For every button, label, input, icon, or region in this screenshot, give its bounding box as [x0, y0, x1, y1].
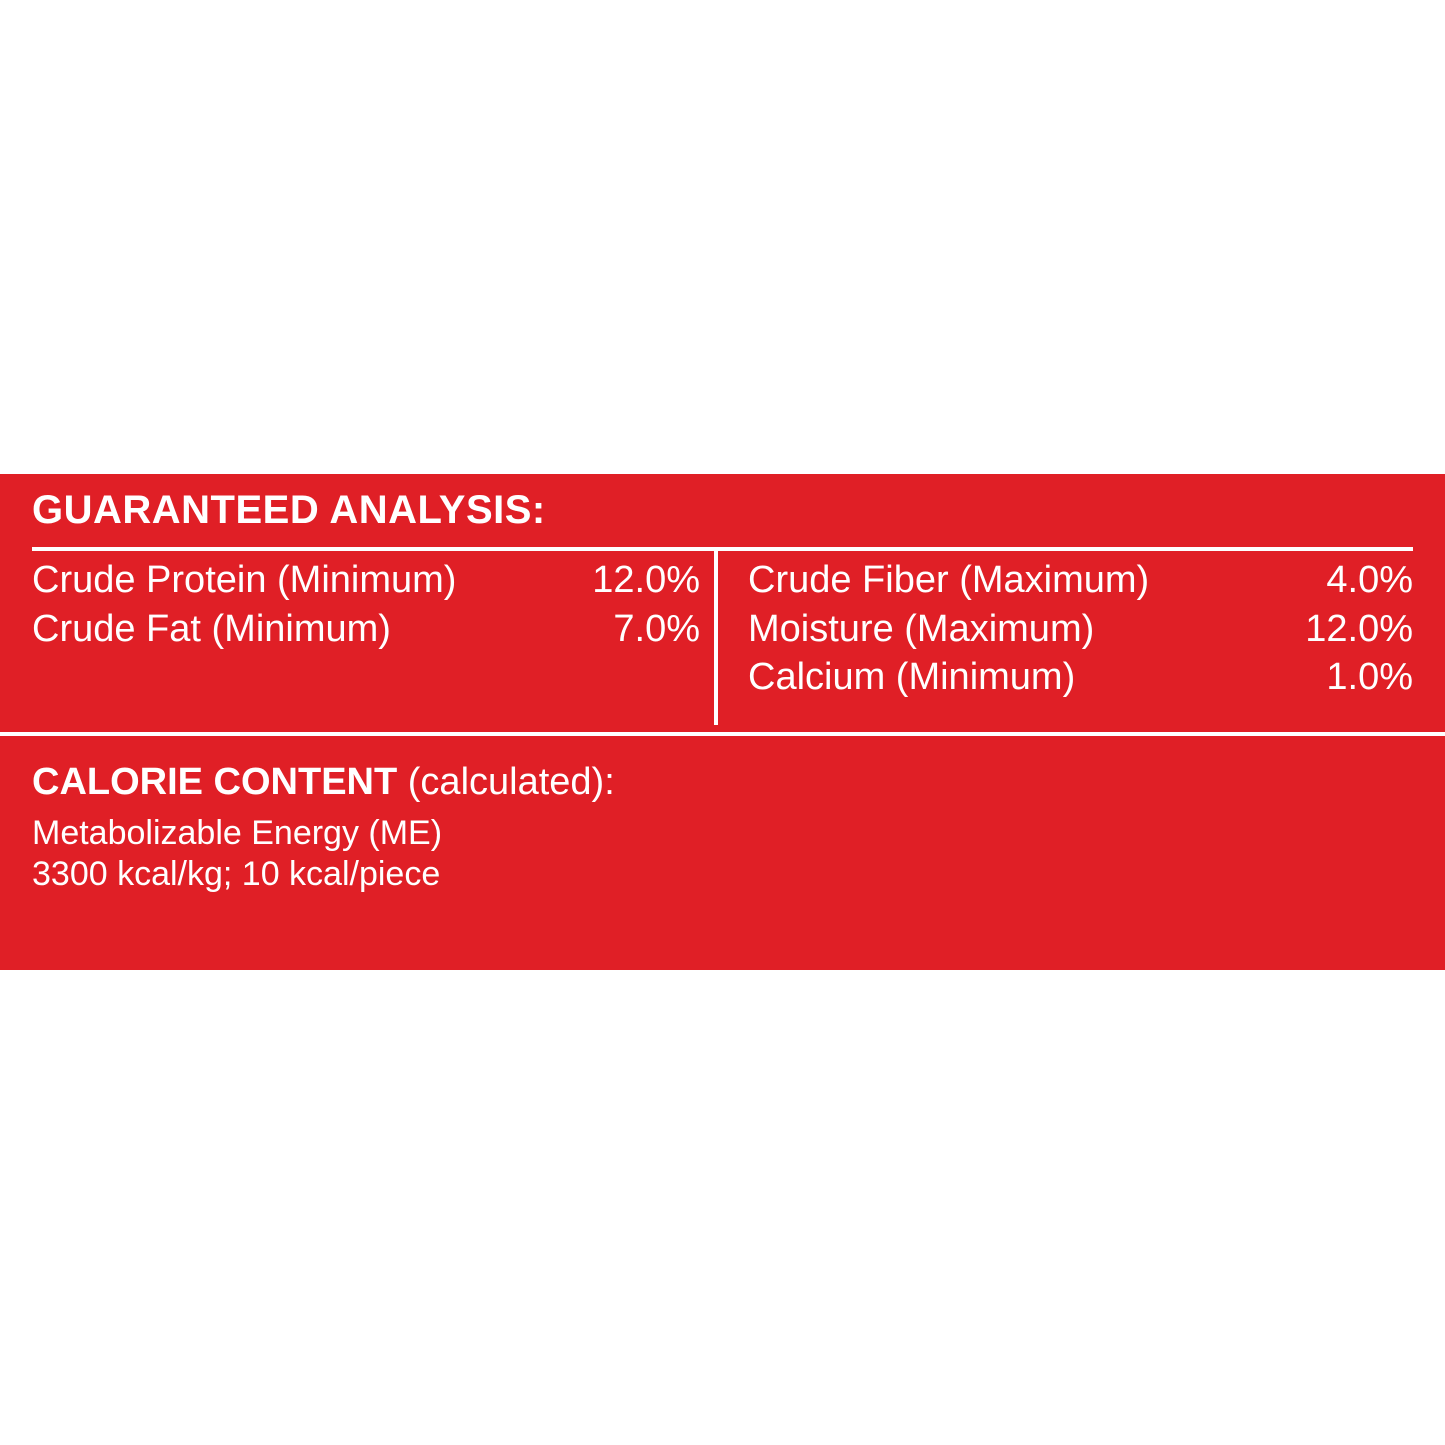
analysis-value: 12.0% — [1305, 607, 1413, 650]
analysis-row — [748, 653, 1413, 702]
guaranteed-analysis-left-column — [32, 556, 700, 653]
analysis-label: Crude Protein (Minimum) — [32, 559, 457, 601]
calorie-content-heading — [32, 761, 615, 804]
analysis-row — [748, 556, 1413, 605]
divider-vertical — [714, 547, 718, 725]
analysis-label: Calcium (Minimum) — [748, 656, 1076, 699]
analysis-value: 1.0% — [1326, 656, 1413, 699]
guaranteed-analysis-panel — [0, 474, 1445, 970]
divider-bottom — [0, 732, 1445, 736]
analysis-row — [32, 605, 700, 654]
analysis-value: 7.0% — [613, 607, 700, 650]
analysis-row — [32, 556, 700, 605]
guaranteed-analysis-right-column — [748, 556, 1413, 702]
analysis-label: Moisture (Maximum) — [748, 607, 1095, 650]
analysis-value: 4.0% — [1326, 559, 1413, 601]
analysis-row — [748, 605, 1413, 654]
analysis-label: Crude Fat (Minimum) — [32, 607, 391, 650]
calorie-content-heading-bold: CALORIE CONTENT — [32, 761, 398, 803]
calorie-content-line-2: 3300 kcal/kg; 10 kcal/piece — [32, 855, 441, 893]
divider-top — [32, 547, 1413, 551]
guaranteed-analysis-heading: GUARANTEED ANALYSIS: — [32, 488, 546, 532]
analysis-label: Crude Fiber (Maximum) — [748, 559, 1150, 601]
calorie-content-heading-light: (calculated): — [397, 761, 615, 803]
calorie-content-line-1: Metabolizable Energy (ME) — [32, 814, 443, 852]
analysis-value: 12.0% — [592, 559, 700, 601]
